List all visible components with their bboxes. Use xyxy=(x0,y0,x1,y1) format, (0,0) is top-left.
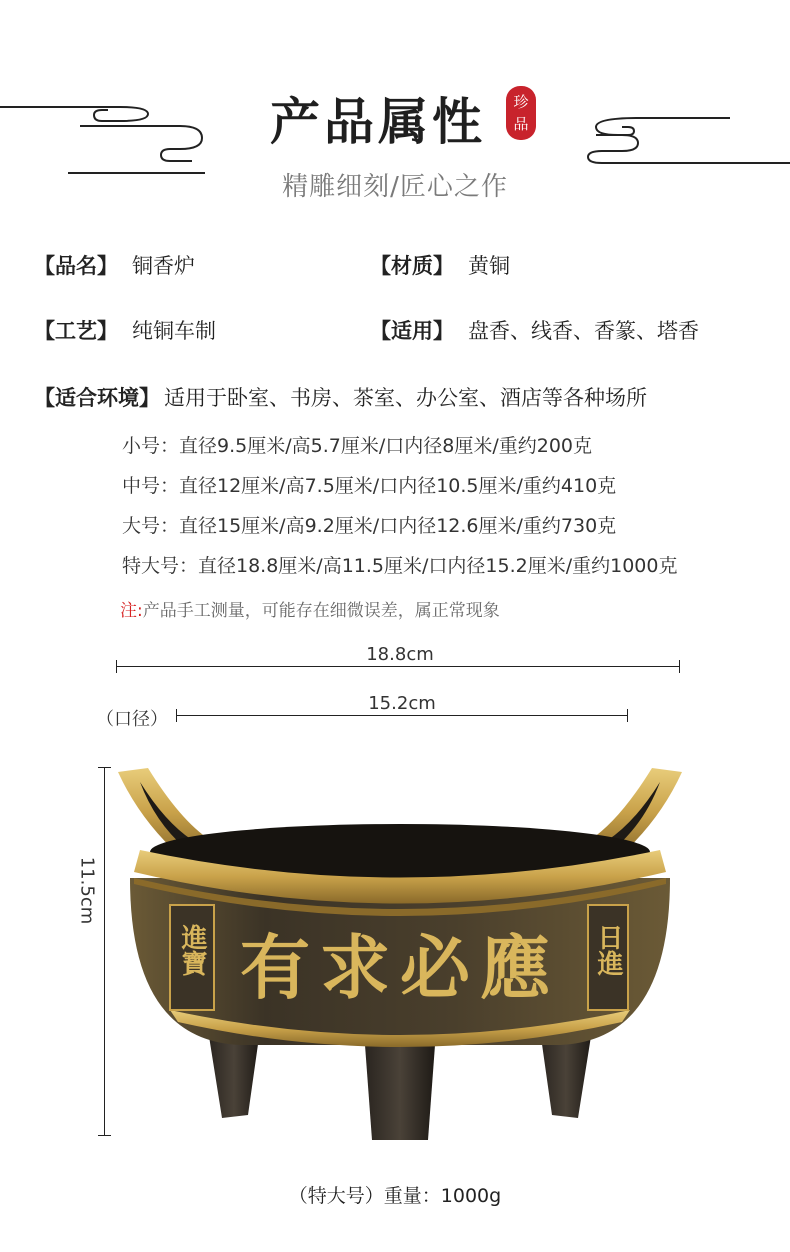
attr-environment-value: 适用于卧室、书房、茶室、办公室、酒店等各种场所 xyxy=(164,386,647,410)
height-label: 11.5cm xyxy=(76,856,98,925)
spec-small: 小号：直径9.5厘米/高5.7厘米/口内径8厘米/重约200克 xyxy=(122,435,592,457)
censer-side-right: 日進 xyxy=(593,924,623,976)
mouth-tick-left xyxy=(176,709,177,722)
height-line xyxy=(104,767,105,1136)
attr-material-value: 黄铜 xyxy=(468,254,510,278)
attr-craft xyxy=(34,315,216,345)
attr-material-label: 【材质】 xyxy=(370,254,454,278)
spec-extra-large: 特大号：直径18.8厘米/高11.5厘米/口内径15.2厘米/重约1000克 xyxy=(122,555,678,577)
censer-leg-middle xyxy=(365,1045,435,1140)
attr-usage-value: 盘香、线香、香篆、塔香 xyxy=(468,319,699,343)
measurement-note xyxy=(120,596,500,621)
mouth-label: 15.2cm xyxy=(368,693,436,714)
page-subtitle: 精雕细刻/匠心之作 xyxy=(282,172,508,202)
note-prefix: 注: xyxy=(120,601,143,621)
attr-material xyxy=(370,250,510,280)
attr-craft-label: 【工艺】 xyxy=(34,319,118,343)
attr-usage-label: 【适用】 xyxy=(370,319,454,343)
page-title: 产品属性 xyxy=(270,92,486,151)
weight-caption: （特大号）重量：1000g xyxy=(288,1185,502,1207)
attr-usage xyxy=(370,315,699,345)
attr-name xyxy=(34,250,195,280)
attr-name-label: 【品名】 xyxy=(34,254,118,278)
diameter-label: 18.8cm xyxy=(366,644,434,665)
spec-large: 大号：直径15厘米/高9.2厘米/口内径12.6厘米/重约730克 xyxy=(122,515,617,537)
attr-environment xyxy=(34,382,647,412)
attr-name-value: 铜香炉 xyxy=(132,254,195,278)
note-text: 产品手工测量，可能存在细微误差，属正常现象 xyxy=(142,601,500,621)
cloud-decoration-right xyxy=(578,110,790,170)
mouth-tick-right xyxy=(627,709,628,722)
attr-craft-value: 纯铜车制 xyxy=(132,319,216,343)
attr-environment-label: 【适合环境】 xyxy=(34,386,160,410)
spec-medium: 中号：直径12厘米/高7.5厘米/口内径10.5厘米/重约410克 xyxy=(122,475,617,497)
diameter-tick-right xyxy=(679,660,680,673)
seal-text: 珍品 xyxy=(513,93,529,133)
mouth-line xyxy=(176,715,628,716)
censer-inscription: 有求必應 xyxy=(240,926,560,1009)
censer-side-left: 進寶 xyxy=(177,924,207,976)
diameter-line xyxy=(116,666,680,667)
seal-stamp xyxy=(506,86,536,140)
mouth-caption: （口径） xyxy=(96,709,168,730)
diameter-tick-left xyxy=(116,660,117,673)
censer-image xyxy=(110,760,690,1150)
